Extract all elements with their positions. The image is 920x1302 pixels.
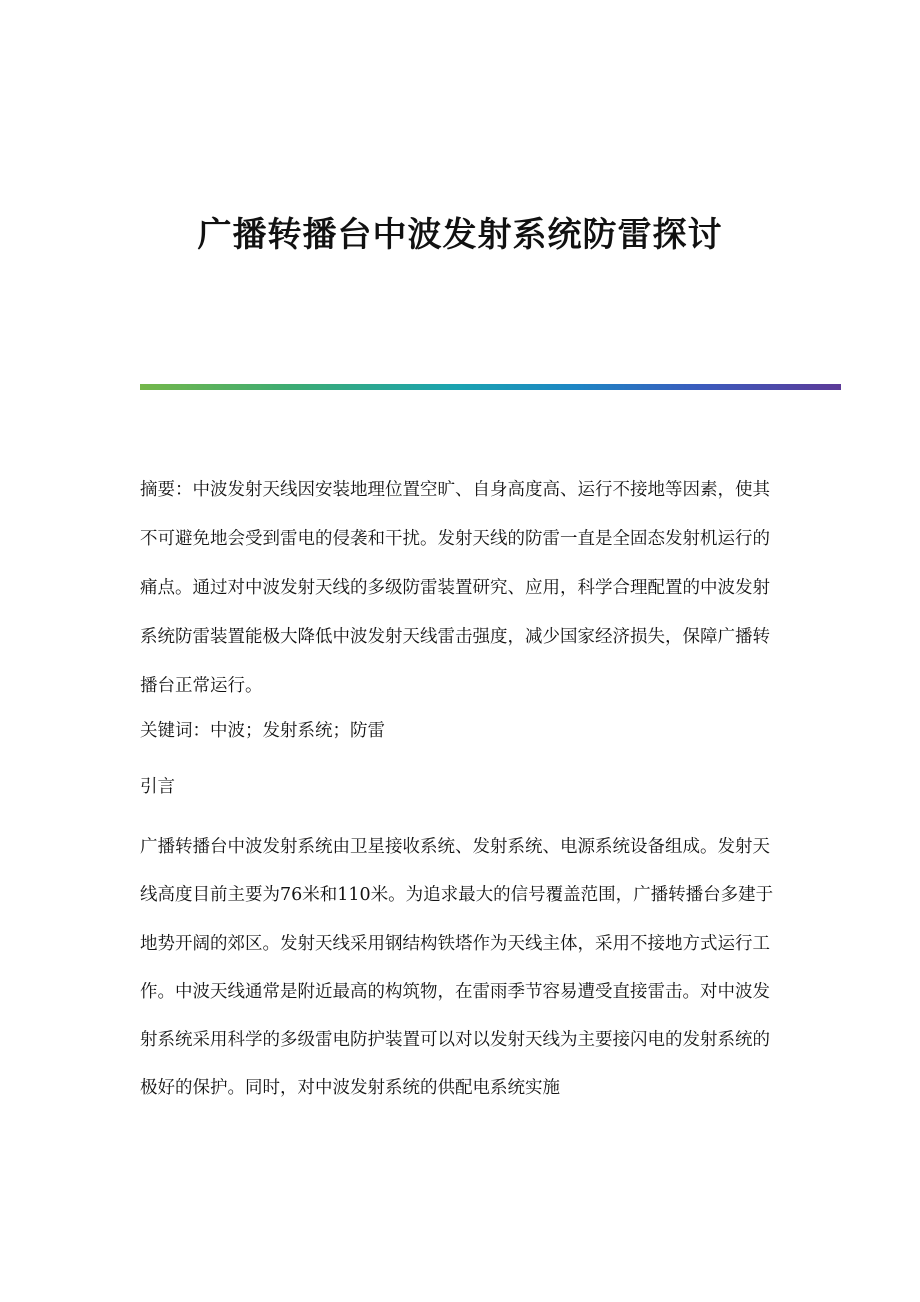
document-title: 广播转播台中波发射系统防雷探讨 [197,215,723,255]
section-heading-introduction: 引言 [140,777,175,797]
title-divider [140,384,841,390]
keywords-line: 关键词：中波；发射系统；防雷 [140,721,385,741]
abstract-paragraph: 摘要：中波发射天线因安装地理位置空旷、自身高度高、运行不接地等因素，使其不可避免地会受到雷电的侵袭和干扰。发射天线的防雷一直是全固态发射机运行的痛点。通过对中波发射天线的多级防雷装置研究、应用，科学合理配置的中波发射系统防雷装置能极大降低中波发射天线雷击强度，减少国家经济损失，保障广播转播台正常运行。 [140,480,770,696]
introduction-paragraph: 广播转播台中波发射系统由卫星接收系统、发射系统、电源系统设备组成。发射天线高度目前主要为76米和110米。为追求最大的信号覆盖范围，广播转播台多建于地势开阔的郊区。发射天线采用钢结构铁塔作为天线主体，采用不接地方式运行工作。中波天线通常是附近最高的构筑物，在雷雨季节容易遭受直接雷击。对中波发射系统采用科学的多级雷电防护装置可以对以发射天线为主要接闪电的发射系统的极好的保护。同时，对中波发射系统的供配电系统实施 [140,837,774,1099]
